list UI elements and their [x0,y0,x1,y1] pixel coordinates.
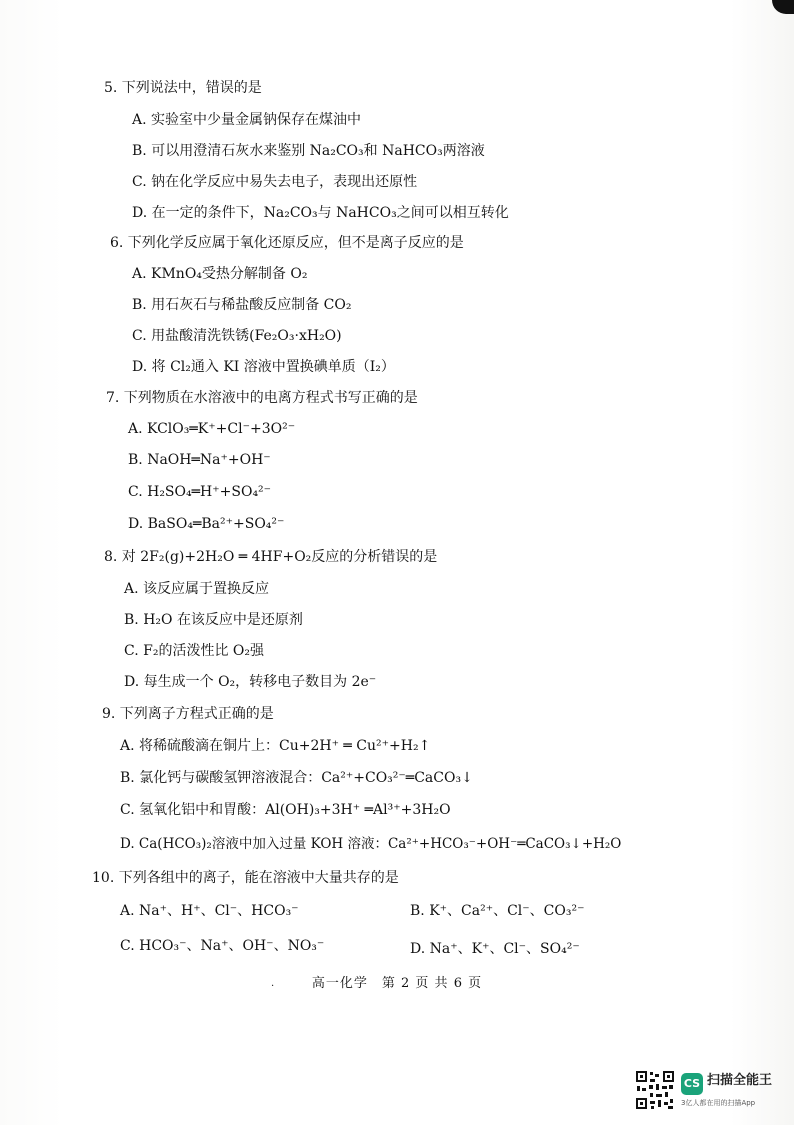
question-9-option-d: D. Ca(HCO₃)₂溶液中加入过量 KOH 溶液：Ca²⁺+HCO₃⁻+OH⁻═CaCO₃↓+H₂O [120,836,622,852]
question-10-option-d: D. Na⁺、K⁺、Cl⁻、SO₄²⁻ [410,941,580,957]
question-5-option-b: B. 可以用澄清石灰水来鉴别 Na₂CO₃和 NaHCO₃两溶液 [132,143,485,159]
question-9-stem: 9. 下列离子方程式正确的是 [102,706,274,722]
question-7-option-c: C. H₂SO₄═H⁺+SO₄²⁻ [128,484,272,500]
question-8-option-a: A. 该反应属于置换反应 [124,581,270,597]
question-10-stem: 10. 下列各组中的离子，能在溶液中大量共存的是 [92,870,399,886]
question-6-stem: 6. 下列化学反应属于氧化还原反应，但不是离子反应的是 [110,235,464,251]
question-9-option-b: B. 氯化钙与碳酸氢钾溶液混合：Ca²⁺+CO₃²⁻═CaCO₃↓ [120,770,473,786]
question-6-option-a: A. KMnO₄受热分解制备 O₂ [132,266,308,282]
question-8-option-c: C. F₂的活泼性比 O₂强 [124,643,264,659]
question-6-option-b: B. 用石灰石与稀盐酸反应制备 CO₂ [132,297,352,313]
question-5-option-c: C. 钠在化学反应中易失去电子，表现出还原性 [132,174,418,190]
question-10-option-c: C. HCO₃⁻、Na⁺、OH⁻、NO₃⁻ [120,938,325,954]
question-6-option-c: C. 用盐酸清洗铁锈(Fe₂O₃·xH₂O) [132,328,342,344]
watermark-subtitle: 3亿人都在用的扫描App [681,1099,756,1107]
question-8-option-d: D. 每生成一个 O₂，转移电子数目为 2e⁻ [124,674,377,690]
scan-corner-mark [772,0,794,14]
question-5-option-d: D. 在一定的条件下，Na₂CO₃与 NaHCO₃之间可以相互转化 [132,205,509,221]
footer-dot: . [271,978,275,989]
question-9-option-c: C. 氢氧化铝中和胃酸：Al(OH)₃+3H⁺ ═Al³⁺+3H₂O [120,802,451,818]
question-5-stem: 5. 下列说法中，错误的是 [104,80,262,96]
question-6-option-d: D. 将 Cl₂通入 KI 溶液中置换碘单质（I₂） [132,359,395,375]
question-5-option-a: A. 实验室中少量金属钠保存在煤油中 [132,112,362,128]
watermark-title: 扫描全能王 [707,1073,773,1088]
question-7-stem: 7. 下列物质在水溶液中的电离方程式书写正确的是 [106,390,418,406]
question-10-option-b: B. K⁺、Ca²⁺、Cl⁻、CO₃²⁻ [410,903,585,919]
question-8-stem: 8. 对 2F₂(g)+2H₂O ═ 4HF+O₂反应的分析错误的是 [104,549,438,565]
question-7-option-b: B. NaOH═Na⁺+OH⁻ [128,452,271,468]
qr-code-icon [635,1070,675,1110]
question-8-option-b: B. H₂O 在该反应中是还原剂 [124,612,303,628]
page-footer: 高一化学 第 2 页 共 6 页 [311,976,483,991]
question-7-option-a: A. KClO₃═K⁺+Cl⁻+3O²⁻ [128,421,296,437]
question-10-option-a: A. Na⁺、H⁺、Cl⁻、HCO₃⁻ [120,903,299,919]
camscanner-logo-icon: CS [681,1073,703,1095]
question-9-option-a: A. 将稀硫酸滴在铜片上：Cu+2H⁺ ═ Cu²⁺+H₂↑ [120,738,431,754]
question-7-option-d: D. BaSO₄═Ba²⁺+SO₄²⁻ [128,516,285,532]
